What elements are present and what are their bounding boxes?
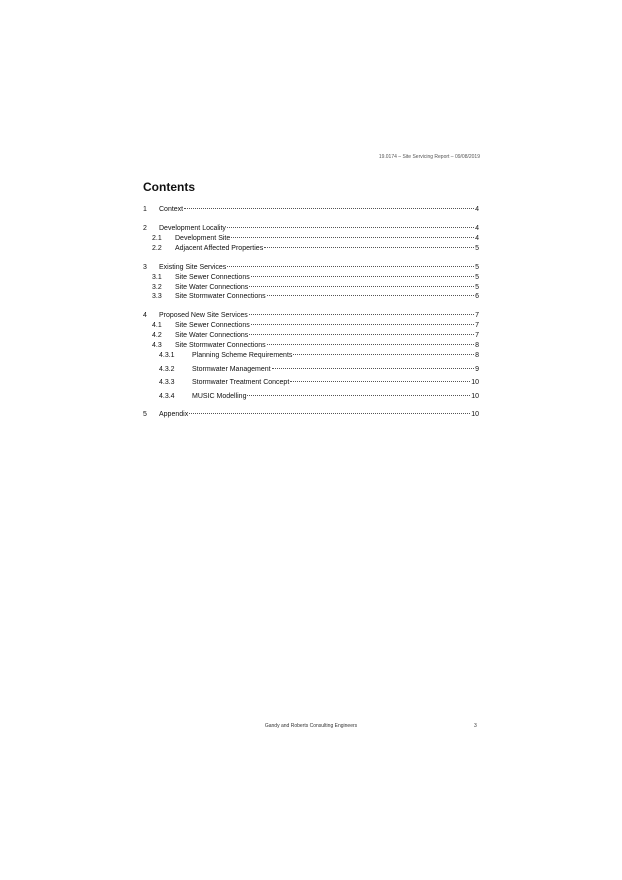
toc-entry-existing-water-connections[interactable] [143,283,479,292]
header-reference: 19.0174 – Site Servicing Report – 09/08/2019 [378,154,480,160]
toc-entry-number: 2.2 [152,245,162,252]
toc-entry-page: 5 [475,245,479,252]
toc-entry-title: Planning Scheme Requirements [192,352,293,359]
toc-dot-leader [267,344,474,345]
toc-entry-music-modelling[interactable] [143,392,479,401]
toc-entry-title: Site Sewer Connections [175,274,250,281]
toc-entry-proposed-sewer-connections[interactable] [143,321,479,330]
toc-entry-page: 10 [471,379,479,386]
toc-entry-page: 5 [475,264,479,271]
toc-dot-leader [231,237,474,238]
toc-entry-title: Appendix [159,411,189,418]
toc-entry-proposed-stormwater-connections[interactable] [143,341,479,350]
toc-dot-leader [249,334,474,335]
toc-entry-title: Adjacent Affected Properties [175,245,264,252]
toc-entry-number: 3.2 [152,284,162,291]
toc-entry-title: Stormwater Management [192,366,271,373]
toc-entry-page: 8 [475,352,479,359]
toc-entry-page: 6 [475,293,479,300]
toc-entry-number: 2 [143,225,147,232]
toc-entry-number: 3.3 [152,293,162,300]
toc-entry-planning-scheme-requirements[interactable] [143,351,479,360]
toc-dot-leader [251,324,474,325]
toc-dot-leader [247,395,470,396]
toc-entry-page: 5 [475,274,479,281]
toc-entry-title: Site Stormwater Connections [175,342,266,349]
toc-dot-leader [227,227,474,228]
toc-entry-adjacent-affected-properties[interactable] [143,244,479,253]
toc-entry-number: 4 [143,312,147,319]
toc-entry-development-locality[interactable] [143,224,479,233]
toc-entry-page: 7 [475,332,479,339]
toc-entry-number: 3.1 [152,274,162,281]
toc-entry-stormwater-treatment-concept[interactable] [143,378,479,387]
toc-entry-number: 4.3.3 [159,379,175,386]
toc-entry-title: MUSIC Modelling [192,393,247,400]
toc-entry-title: Site Sewer Connections [175,322,250,329]
toc-entry-title: Site Water Connections [175,284,249,291]
toc-entry-number: 1 [143,206,147,213]
footer-page-number: 3 [474,723,477,729]
toc-entry-title: Development Site [175,235,231,242]
toc-entry-page: 10 [471,393,479,400]
toc-entry-number: 4.3.4 [159,393,175,400]
toc-entry-page: 7 [475,322,479,329]
toc-entry-page: 4 [475,206,479,213]
toc-entry-number: 4.3.2 [159,366,175,373]
toc-entry-stormwater-management[interactable] [143,365,479,374]
contents-heading: Contents [143,180,195,194]
toc-entry-page: 4 [475,225,479,232]
toc-entry-page: 5 [475,284,479,291]
toc-entry-title: Site Stormwater Connections [175,293,266,300]
toc-entry-development-site[interactable] [143,234,479,243]
toc-dot-leader [272,368,475,369]
toc-dot-leader [189,413,470,414]
toc-entry-number: 3 [143,264,147,271]
toc-entry-existing-site-services[interactable] [143,263,479,272]
toc-entry-proposed-water-connections[interactable] [143,331,479,340]
toc-entry-number: 5 [143,411,147,418]
toc-entry-number: 4.3.1 [159,352,175,359]
toc-entry-proposed-new-site-services[interactable] [143,311,479,320]
toc-entry-number: 4.3 [152,342,162,349]
toc-dot-leader [184,208,474,209]
toc-dot-leader [267,295,474,296]
toc-entry-page: 4 [475,235,479,242]
toc-entry-title: Site Water Connections [175,332,249,339]
toc-entry-title: Development Locality [159,225,226,232]
toc-entry-existing-stormwater-connections[interactable] [143,292,479,301]
toc-entry-title: Existing Site Services [159,264,227,271]
toc-entry-page: 10 [471,411,479,418]
toc-entry-page: 7 [475,312,479,319]
toc-entry-page: 9 [475,366,479,373]
toc-dot-leader [249,286,474,287]
footer-firm-name: Gandy and Roberts Consulting Engineers [264,723,358,729]
toc-entry-existing-sewer-connections[interactable] [143,273,479,282]
toc-dot-leader [264,247,474,248]
toc-dot-leader [251,276,474,277]
toc-entry-title: Context [159,206,184,213]
toc-dot-leader [249,314,474,315]
toc-entry-number: 4.1 [152,322,162,329]
toc-entry-page: 8 [475,342,479,349]
toc-dot-leader [290,381,470,382]
toc-entry-appendix[interactable] [143,410,479,419]
toc-entry-title: Stormwater Treatment Concept [192,379,290,386]
toc-entry-context[interactable] [143,205,479,214]
toc-dot-leader [293,354,474,355]
toc-entry-number: 2.1 [152,235,162,242]
toc-entry-title: Proposed New Site Services [159,312,248,319]
toc-entry-number: 4.2 [152,332,162,339]
toc-dot-leader [227,266,474,267]
